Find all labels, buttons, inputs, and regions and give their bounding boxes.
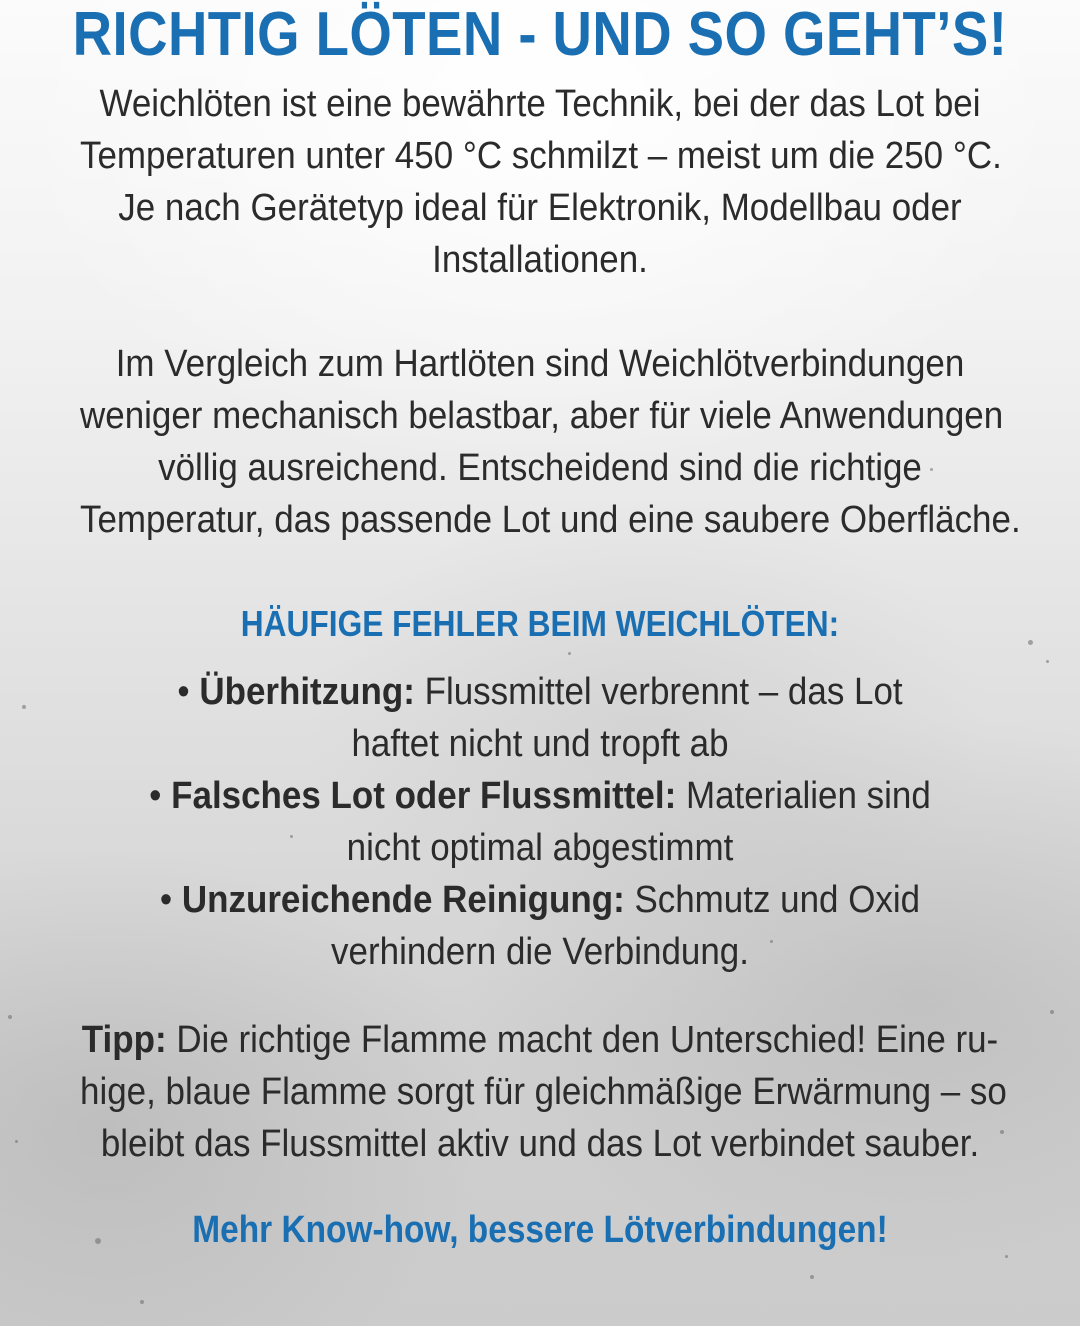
speck bbox=[1050, 1010, 1054, 1014]
bullet-icon: • bbox=[149, 775, 162, 817]
speck bbox=[1028, 640, 1033, 645]
footer-slogan: Mehr Know-how, bessere Lötverbindungen! bbox=[192, 1209, 888, 1251]
intro-line: Weichlöten ist eine bewährte Technik, bei der das Lot bei bbox=[99, 83, 981, 125]
page-title: RICHTIG LÖTEN - UND SO GEHT’S! bbox=[72, 0, 1008, 69]
speck bbox=[810, 1275, 814, 1279]
list-item-text: Flussmittel verbrennt – das Lot bbox=[424, 671, 903, 713]
speck bbox=[140, 1300, 144, 1304]
tip-line: bleibt das Flussmittel aktiv und das Lot verbindet sauber. bbox=[100, 1123, 980, 1165]
comparison-line: Im Vergleich zum Hartlöten sind Weichlötverbindungen bbox=[115, 343, 965, 385]
intro-line: Installationen. bbox=[432, 239, 648, 281]
list-item-label: Unzureichende Reinigung: bbox=[181, 879, 625, 921]
errors-list bbox=[40, 666, 1040, 978]
intro-line: Temperaturen unter 450 °C schmilzt – meist um die 250 °C. bbox=[80, 135, 1002, 177]
tip-text: Die richtige Flamme macht den Unterschied! Eine ru- bbox=[176, 1019, 999, 1061]
speck bbox=[8, 1015, 12, 1019]
list-item bbox=[40, 874, 1040, 978]
errors-heading: HÄUFIGE FEHLER BEIM WEICHLÖTEN: bbox=[240, 603, 840, 644]
list-item-text: Materialien sind bbox=[685, 775, 931, 817]
list-item-label: Falsches Lot oder Flussmittel: bbox=[171, 775, 677, 817]
bullet-icon: • bbox=[159, 879, 173, 921]
list-item bbox=[40, 666, 1040, 770]
bullet-icon: • bbox=[177, 671, 190, 713]
speck bbox=[1046, 660, 1049, 663]
speck bbox=[568, 652, 571, 655]
list-item-line bbox=[80, 874, 1000, 926]
comparison-line: Temperatur, das passende Lot und eine saubere Oberfläche. bbox=[80, 499, 1021, 541]
tip-line: hige, blaue Flamme sorgt für gleichmäßige Erwärmung – so bbox=[80, 1071, 1007, 1113]
speck bbox=[1005, 1255, 1008, 1258]
comparison-line: völlig ausreichend. Entscheidend sind die richtige bbox=[158, 447, 922, 489]
tip-paragraph bbox=[40, 1014, 1040, 1170]
comparison-line: weniger mechanisch belastbar, aber für viele Anwendungen bbox=[80, 395, 1004, 437]
list-item-text: Schmutz und Oxid bbox=[634, 879, 921, 921]
list-item-text: nicht optimal abgestimmt bbox=[346, 827, 734, 869]
list-item-text: haftet nicht und tropft ab bbox=[351, 723, 729, 765]
list-item-label: Überhitzung: bbox=[199, 671, 415, 713]
list-item bbox=[40, 770, 1040, 874]
list-item-line bbox=[80, 770, 1000, 822]
comparison-paragraph bbox=[40, 338, 1040, 546]
list-item-line bbox=[80, 666, 1000, 718]
tip-label: Tipp: bbox=[81, 1019, 167, 1061]
intro-line: Je nach Gerätetyp ideal für Elektronik, Modellbau oder bbox=[118, 187, 962, 229]
tip-line bbox=[80, 1014, 1000, 1066]
speck bbox=[15, 1140, 18, 1143]
list-item-text: verhindern die Verbindung. bbox=[331, 931, 749, 973]
intro-paragraph bbox=[40, 78, 1040, 286]
speck bbox=[22, 705, 26, 709]
